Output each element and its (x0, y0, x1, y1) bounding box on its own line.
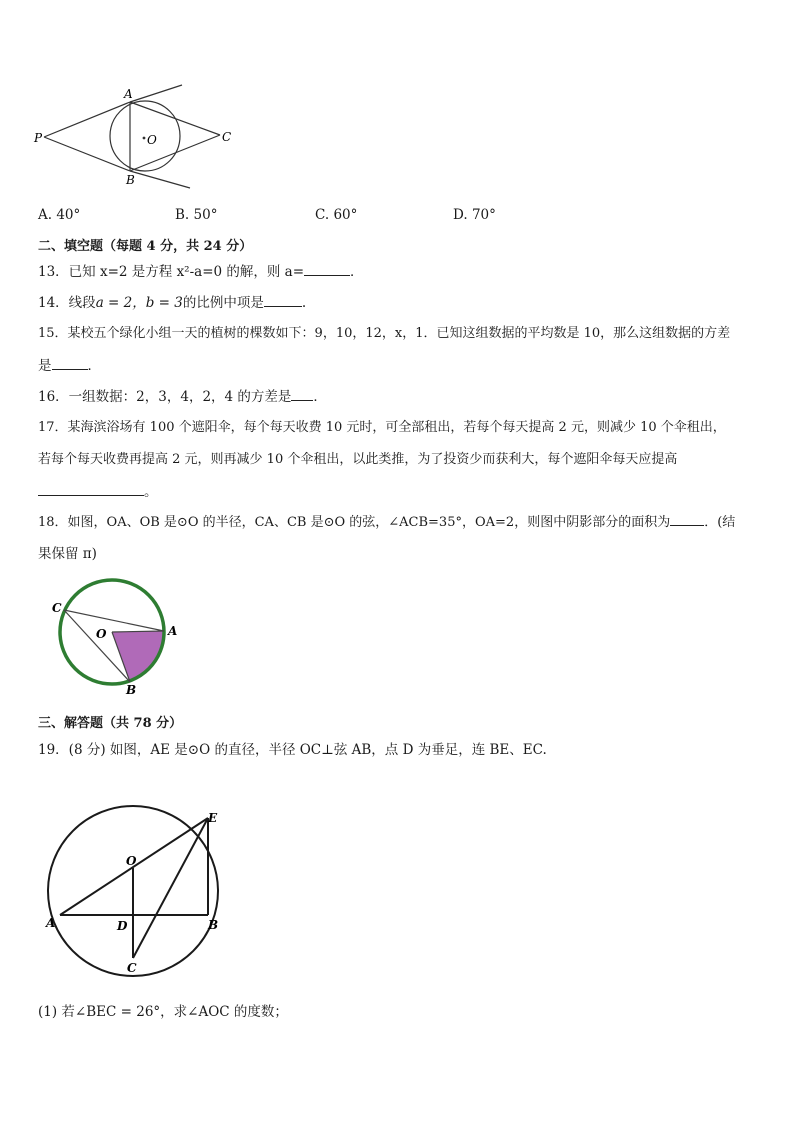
line-ac (130, 102, 220, 135)
question-14 (38, 291, 306, 311)
question-15-line-1: 15．某校五个绿化小组一天的植树的棵数如下：9，10，12，x，1．已知这组数据的平均数是 10，那么这组数据的方差 (38, 326, 731, 341)
q14-a: a = 2， (95, 295, 146, 311)
label-o: O (96, 627, 107, 641)
option-b (175, 207, 217, 223)
figure-q19 (38, 805, 238, 980)
label-b: B (208, 918, 219, 932)
chord-ca (64, 610, 164, 631)
label-p: P (34, 131, 43, 145)
option-a (38, 207, 80, 223)
line-pb (44, 137, 130, 171)
q18-blank (670, 513, 704, 526)
q13-text: 13．已知 x=2 是方程 x²-a=0 的解，则 a= (38, 264, 305, 280)
label-b: B (126, 683, 137, 697)
q13-end: ． (350, 264, 364, 280)
option-c (315, 207, 357, 223)
q17-end: 。 (144, 484, 158, 500)
question-19: 19．(8 分) 如图，AE 是⊙O 的直径，半径 OC⊥弦 AB，点 D 为垂足，连 BE、EC. (38, 742, 547, 758)
option-b-letter: B. (175, 207, 190, 223)
label-o: O (147, 133, 157, 147)
option-a-value: 40° (56, 207, 81, 223)
label-c: C (222, 130, 232, 144)
question-15-line-2 (38, 354, 101, 374)
q14-prefix: 14．线段 (38, 295, 96, 311)
figure-q18 (42, 572, 187, 697)
label-a: A (46, 916, 56, 930)
question-17-line-3 (38, 480, 158, 500)
option-b-value: 50° (193, 207, 218, 223)
question-17-line-2: 若每个每天收费再提高 2 元，则再减少 10 个伞租出，以此类推，为了投资少而获利大，每个遮阳伞每天应提高 (38, 452, 678, 467)
option-c-letter: C. (315, 207, 330, 223)
circle-o (110, 101, 180, 171)
q15-prefix: 是 (38, 358, 52, 374)
q18-end: ．(结 (704, 515, 736, 530)
line-b-ext (130, 171, 190, 188)
line-ec (133, 818, 208, 958)
option-a-letter: A. (38, 207, 53, 223)
q14-end: . (301, 295, 307, 311)
q18-text: 18．如图，OA、OB 是⊙O 的半径，CA、CB 是⊙O 的弦，∠ACB=35°，OA=2，则图中阴影部分的面积为 (38, 515, 671, 530)
q16-blank (291, 388, 313, 401)
label-d: D (117, 919, 128, 933)
figure-q12 (30, 80, 250, 195)
label-a: A (124, 87, 133, 101)
label-c: C (52, 601, 62, 615)
q14-blank (264, 294, 302, 307)
line-pa (44, 102, 130, 137)
q16-text: 16．一组数据：2，3，4，2，4 的方差是 (38, 389, 292, 405)
option-d-value: 70° (471, 207, 496, 223)
label-e: E (208, 811, 218, 825)
question-18-line-1 (38, 511, 735, 530)
option-c-value: 60° (333, 207, 358, 223)
q14-suffix: 的比例中项是 (182, 295, 264, 311)
q14-b: b = 3 (145, 295, 183, 311)
q15-blank (52, 357, 88, 370)
label-b: B (126, 173, 135, 187)
line-a-ext (130, 85, 182, 102)
label-o: O (126, 854, 137, 868)
question-18-line-2: 果保留 π) (38, 546, 97, 562)
question-13 (38, 260, 364, 280)
line-bc (130, 135, 220, 171)
question-19-part-1: (1) 若∠BEC = 26°，求∠AOC 的度数； (38, 1004, 288, 1020)
question-17-line-1: 17．某海滨浴场有 100 个遮阳伞，每个每天收费 10 元时，可全部租出，若每个每天提高 2 元，则减少 10 个伞租出， (38, 420, 726, 435)
question-16 (38, 385, 327, 405)
option-d-letter: D. (453, 207, 468, 223)
q15-end: ． (87, 358, 101, 374)
section-2-title: 二、填空题（每题 4 分，共 24 分） (38, 239, 253, 254)
q17-blank (38, 483, 144, 496)
label-c: C (127, 961, 137, 975)
q16-end: ． (313, 389, 327, 405)
center-dot (143, 137, 146, 140)
q13-blank (304, 263, 350, 276)
section-3-title: 三、解答题（共 78 分） (38, 716, 183, 731)
option-d (453, 207, 496, 223)
label-a: A (168, 624, 178, 638)
